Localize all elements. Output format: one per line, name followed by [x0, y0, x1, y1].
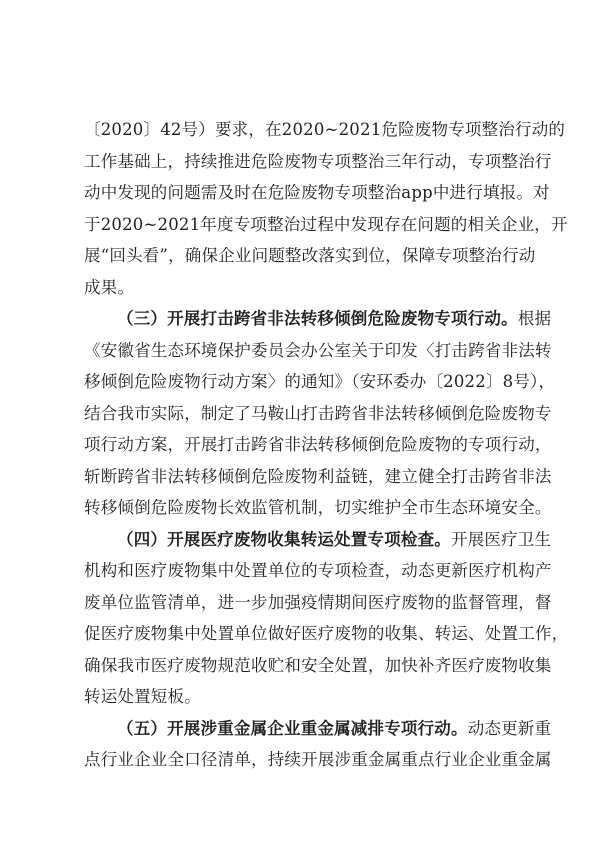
text-line: 促医疗废物集中处置单位做好医疗废物的收集、转运、处置工作， — [84, 624, 569, 643]
text-line: 废单位监管清单，进一步加强疫情期间医疗废物的监督管理，督 — [84, 592, 552, 612]
text-line: 移倾倒危险废物行动方案〉的通知》（安环委办〔2022〕8号）， — [84, 372, 556, 391]
text-line: 项行动方案，开展打击跨省非法转移倾倒危险废物的专项行动， — [84, 435, 552, 454]
text-line: 斩断跨省非法转移倾倒危险废物利益链，建立健全打击跨省非法 — [84, 466, 552, 486]
section-heading-line: （四）开展医疗废物收集转运处置专项检查。开展医疗卫生 — [117, 529, 552, 549]
text-line: 《安徽省生态环境保护委员会办公室关于印发〈打击跨省非法转 — [84, 340, 552, 360]
section-heading-line: （五）开展涉重金属企业重金属减排专项行动。动态更新重 — [117, 718, 552, 738]
document-body — [84, 114, 569, 776]
text-line: 〔2020〕42号）要求，在2020~2021危险废物专项整治行动的 — [84, 120, 566, 139]
text-line: 结合我市实际，制定了马鞍山打击跨省非法转移倾倒危险废物专 — [84, 403, 552, 423]
text-line: 展“回头看”，确保企业问题整改落实到位，保障专项整治行动 — [84, 246, 536, 265]
text-line: 确保我市医疗废物规范收贮和安全处置，加快补齐医疗废物收集 — [84, 655, 552, 675]
text-line: 机构和医疗废物集中处置单位的专项检查，动态更新医疗机构产 — [84, 561, 552, 580]
text-line: 成果。 — [84, 277, 135, 297]
text-line: 于2020~2021年度专项整治过程中发现存在问题的相关企业，开 — [84, 214, 568, 234]
text-line: 转运处置短板。 — [84, 687, 201, 706]
section-heading-line: （三）开展打击跨省非法转移倾倒危险废物专项行动。根据 — [117, 309, 552, 328]
text-line: 动中发现的问题需及时在危险废物专项整治app中进行填报。对 — [84, 183, 550, 202]
text-line: 转移倾倒危险废物长效监管机制，切实维护全市生态环境安全。 — [84, 498, 552, 517]
text-line: 点行业企业全口径清单，持续开展涉重金属重点行业企业重金属 — [84, 750, 552, 769]
text-line: 工作基础上，持续推进危险废物专项整治三年行动，专项整治行 — [84, 151, 552, 171]
